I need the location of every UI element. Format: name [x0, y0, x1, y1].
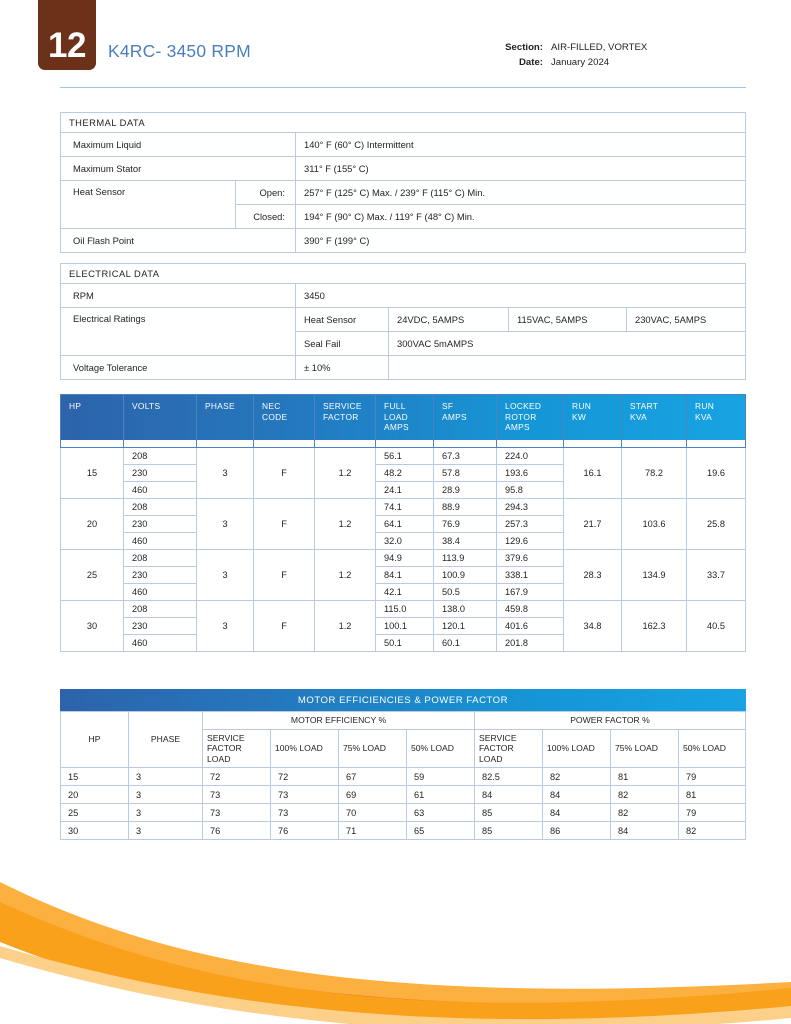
cell-phase: 3 [197, 601, 254, 652]
col-header-run-kw [564, 395, 622, 448]
col-header-start-kva-label: START KVA [630, 401, 659, 422]
cell-phase: 3 [129, 768, 203, 786]
col-header-full-load-amps-label: FULL LOAD AMPS [384, 401, 409, 432]
cell-eff-75-load: 67 [339, 768, 407, 786]
cell-locked-rotor-amps: 459.8 [497, 601, 564, 618]
cell-locked-rotor-amps: 201.8 [497, 635, 564, 652]
pf-sub-header-service-factor-load [475, 729, 543, 768]
cell-pf-service-factor-load: 85 [475, 822, 543, 840]
eff-sub-header-50-load: 50% LOAD [407, 729, 475, 768]
cell-start-kva: 134.9 [622, 550, 687, 601]
cell-full-load-amps: 74.1 [376, 499, 434, 516]
cell-volts: 208 [124, 550, 197, 567]
thermal-label-2: Heat Sensor [61, 181, 236, 229]
cell-sf-amps: 100.9 [434, 567, 497, 584]
thermal-label-0: Maximum Liquid [61, 133, 296, 157]
cell-volts: 208 [124, 448, 197, 465]
col-header-full-load-amps [376, 395, 434, 448]
col-header-sf-amps [434, 395, 497, 448]
col-header-service-factor-label: SERVICE FACTOR [323, 401, 362, 422]
col-header-start-kva [622, 395, 687, 448]
cell-run-kva: 19.6 [687, 448, 746, 499]
cell-hp: 25 [61, 804, 129, 822]
seal-fail-label: Seal Fail [296, 332, 389, 356]
cell-sf-amps: 38.4 [434, 533, 497, 550]
cell-eff-75-load: 70 [339, 804, 407, 822]
cell-pf-75-load: 81 [611, 768, 679, 786]
cell-pf-50-load: 81 [679, 786, 746, 804]
cell-full-load-amps: 56.1 [376, 448, 434, 465]
col-header-phase [197, 395, 254, 448]
cell-hp: 25 [61, 550, 124, 601]
thermal-label-1: Maximum Stator [61, 157, 296, 181]
col-header-sf-amps-label: SF AMPS [442, 401, 467, 422]
cell-eff-service-factor-load: 73 [203, 786, 271, 804]
cell-nec-code: F [254, 448, 315, 499]
voltage-tolerance-blank [389, 356, 746, 380]
motor-efficiencies-table [60, 711, 746, 840]
cell-locked-rotor-amps: 167.9 [497, 584, 564, 601]
cell-start-kva: 162.3 [622, 601, 687, 652]
cell-volts: 208 [124, 499, 197, 516]
motor-efficiencies-section [60, 689, 746, 840]
cell-hp: 15 [61, 768, 129, 786]
cell-service-factor: 1.2 [315, 550, 376, 601]
col-header-volts-label: VOLTS [132, 401, 161, 411]
table-row [61, 181, 746, 205]
cell-phase: 3 [197, 448, 254, 499]
cell-full-load-amps: 32.0 [376, 533, 434, 550]
date-label: Date: [519, 57, 543, 68]
seal-fail-value: 300VAC 5mAMPS [389, 332, 746, 356]
cell-pf-100-load: 84 [543, 804, 611, 822]
cell-service-factor: 1.2 [315, 448, 376, 499]
eff-col-header-hp: HP [61, 712, 129, 768]
electrical-data-table [60, 263, 746, 380]
eff-sub-header-100-load: 100% LOAD [271, 729, 339, 768]
cell-eff-50-load: 65 [407, 822, 475, 840]
table-row [61, 822, 746, 840]
document-meta [495, 40, 647, 70]
thermal-value-3: 194° F (90° C) Max. / 119° F (48° C) Min. [296, 205, 746, 229]
cell-volts: 460 [124, 482, 197, 499]
cell-hp: 30 [61, 822, 129, 840]
table-row [61, 448, 746, 465]
cell-pf-75-load: 82 [611, 804, 679, 822]
cell-pf-100-load: 84 [543, 786, 611, 804]
cell-run-kva: 40.5 [687, 601, 746, 652]
cell-locked-rotor-amps: 257.3 [497, 516, 564, 533]
col-header-service-factor [315, 395, 376, 448]
table-row [61, 133, 746, 157]
thermal-sub-open: Open: [236, 181, 296, 205]
meta-row-date [495, 55, 647, 70]
cell-full-load-amps: 115.0 [376, 601, 434, 618]
cell-phase: 3 [197, 499, 254, 550]
electrical-data-banner [61, 264, 746, 284]
table-row [61, 768, 746, 786]
col-header-run-kva [687, 395, 746, 448]
page-title: K4RC- 3450 RPM [108, 41, 251, 61]
cell-locked-rotor-amps: 294.3 [497, 499, 564, 516]
table-row [61, 356, 746, 380]
heat-sensor-value-24vdc: 24VDC, 5AMPS [389, 308, 509, 332]
eff-sub-header-75-load: 75% LOAD [339, 729, 407, 768]
page-number-text: 12 [48, 26, 86, 65]
cell-volts: 230 [124, 567, 197, 584]
cell-locked-rotor-amps: 129.6 [497, 533, 564, 550]
cell-volts: 460 [124, 584, 197, 601]
heat-sensor-value-230vac: 230VAC, 5AMPS [627, 308, 746, 332]
cell-eff-service-factor-load: 72 [203, 768, 271, 786]
thermal-value-1: 311° F (155° C) [296, 157, 746, 181]
col-header-volts [124, 395, 197, 448]
cell-sf-amps: 67.3 [434, 448, 497, 465]
voltage-tolerance-label: Voltage Tolerance [61, 356, 296, 380]
cell-pf-service-factor-load: 84 [475, 786, 543, 804]
pf-sub-header-75-load: 75% LOAD [611, 729, 679, 768]
cell-eff-100-load: 72 [271, 768, 339, 786]
eff-col-header-phase: PHASE [129, 712, 203, 768]
wave-band-yellow [0, 882, 791, 1011]
cell-pf-75-load: 84 [611, 822, 679, 840]
col-header-hp-label: HP [69, 401, 82, 411]
cell-pf-50-load: 82 [679, 822, 746, 840]
cell-eff-100-load: 76 [271, 822, 339, 840]
eff-sub-header-service-factor-load [203, 729, 271, 768]
efficiency-group-header-row [61, 712, 746, 730]
table-row [61, 601, 746, 618]
col-header-nec-code-label: NEC CODE [262, 401, 288, 422]
cell-full-load-amps: 94.9 [376, 550, 434, 567]
thermal-data-table [60, 112, 746, 253]
eff-group-header-power-factor: POWER FACTOR % [475, 712, 746, 730]
table-row [61, 229, 746, 253]
cell-phase: 3 [197, 550, 254, 601]
cell-full-load-amps: 64.1 [376, 516, 434, 533]
electrical-banner-label: ELECTRICAL DATA [61, 264, 746, 284]
efficiency-banner-label: MOTOR EFFICIENCIES & POWER FACTOR [297, 694, 509, 706]
cell-eff-100-load: 73 [271, 804, 339, 822]
cell-sf-amps: 50.5 [434, 584, 497, 601]
cell-eff-50-load: 61 [407, 786, 475, 804]
pf-sub-header-service-factor-load-label: SERVICE FACTOR LOAD [479, 732, 517, 764]
electrical-data-section [60, 263, 746, 380]
col-header-run-kva-label: RUN KVA [695, 401, 715, 422]
date-value: January 2024 [551, 57, 610, 68]
eff-group-header-motor-efficiency: MOTOR EFFICIENCY % [203, 712, 475, 730]
cell-nec-code: F [254, 550, 315, 601]
col-header-locked-rotor-amps [497, 395, 564, 448]
motor-specifications-table [60, 394, 746, 652]
thermal-data-section [60, 112, 746, 253]
cell-start-kva: 78.2 [622, 448, 687, 499]
cell-run-kva: 33.7 [687, 550, 746, 601]
cell-eff-75-load: 71 [339, 822, 407, 840]
table-row [61, 157, 746, 181]
cell-volts: 460 [124, 533, 197, 550]
cell-phase: 3 [129, 786, 203, 804]
cell-volts: 230 [124, 465, 197, 482]
header-divider [60, 87, 746, 88]
col-header-locked-rotor-amps-label: LOCKED ROTOR AMPS [505, 401, 542, 432]
cell-hp: 30 [61, 601, 124, 652]
cell-pf-service-factor-load: 82.5 [475, 768, 543, 786]
section-value: AIR-FILLED, VORTEX [551, 42, 648, 53]
rpm-value: 3450 [296, 284, 746, 308]
cell-locked-rotor-amps: 401.6 [497, 618, 564, 635]
decorative-wave-graphic [0, 854, 791, 1024]
cell-full-load-amps: 42.1 [376, 584, 434, 601]
cell-run-kw: 16.1 [564, 448, 622, 499]
cell-pf-50-load: 79 [679, 768, 746, 786]
cell-run-kw: 34.8 [564, 601, 622, 652]
table-row [61, 284, 746, 308]
thermal-value-2: 257° F (125° C) Max. / 239° F (115° C) Min. [296, 181, 746, 205]
cell-hp: 15 [61, 448, 124, 499]
cell-pf-100-load: 82 [543, 768, 611, 786]
page-header [0, 0, 791, 92]
electrical-ratings-label: Electrical Ratings [61, 308, 296, 356]
heat-sensor-label: Heat Sensor [296, 308, 389, 332]
cell-eff-100-load: 73 [271, 786, 339, 804]
table-row [61, 786, 746, 804]
cell-phase: 3 [129, 804, 203, 822]
cell-pf-100-load: 86 [543, 822, 611, 840]
cell-sf-amps: 120.1 [434, 618, 497, 635]
efficiency-banner [60, 689, 746, 711]
wave-band-light [0, 946, 791, 1024]
col-header-phase-label: PHASE [205, 401, 235, 411]
thermal-value-4: 390° F (199° C) [296, 229, 746, 253]
motor-specifications-section [60, 394, 746, 652]
table-row [61, 499, 746, 516]
cell-sf-amps: 76.9 [434, 516, 497, 533]
cell-volts: 230 [124, 516, 197, 533]
cell-locked-rotor-amps: 193.6 [497, 465, 564, 482]
table-row [61, 550, 746, 567]
cell-full-load-amps: 48.2 [376, 465, 434, 482]
spec-header-row [61, 395, 746, 448]
wave-band-orange-dark [0, 912, 791, 1018]
cell-full-load-amps: 84.1 [376, 567, 434, 584]
thermal-value-0: 140° F (60° C) Intermittent [296, 133, 746, 157]
cell-full-load-amps: 24.1 [376, 482, 434, 499]
cell-hp: 20 [61, 499, 124, 550]
cell-locked-rotor-amps: 338.1 [497, 567, 564, 584]
cell-volts: 230 [124, 618, 197, 635]
cell-pf-50-load: 79 [679, 804, 746, 822]
cell-locked-rotor-amps: 379.6 [497, 550, 564, 567]
cell-phase: 3 [129, 822, 203, 840]
thermal-data-banner [61, 113, 746, 133]
col-header-nec-code [254, 395, 315, 448]
cell-run-kw: 28.3 [564, 550, 622, 601]
cell-sf-amps: 138.0 [434, 601, 497, 618]
cell-hp: 20 [61, 786, 129, 804]
thermal-banner-label: THERMAL DATA [61, 113, 746, 133]
thermal-sub-closed: Closed: [236, 205, 296, 229]
col-header-run-kw-label: RUN KW [572, 401, 592, 422]
heat-sensor-value-115vac: 115VAC, 5AMPS [509, 308, 627, 332]
cell-eff-service-factor-load: 76 [203, 822, 271, 840]
cell-eff-50-load: 63 [407, 804, 475, 822]
cell-full-load-amps: 100.1 [376, 618, 434, 635]
cell-eff-service-factor-load: 73 [203, 804, 271, 822]
motor-specifications-body [61, 448, 746, 652]
cell-service-factor: 1.2 [315, 601, 376, 652]
cell-sf-amps: 88.9 [434, 499, 497, 516]
cell-sf-amps: 60.1 [434, 635, 497, 652]
motor-efficiencies-body [61, 768, 746, 840]
section-label: Section: [505, 42, 543, 53]
cell-volts: 460 [124, 635, 197, 652]
cell-nec-code: F [254, 499, 315, 550]
cell-pf-service-factor-load: 85 [475, 804, 543, 822]
rpm-label: RPM [61, 284, 296, 308]
cell-sf-amps: 113.9 [434, 550, 497, 567]
cell-locked-rotor-amps: 224.0 [497, 448, 564, 465]
cell-nec-code: F [254, 601, 315, 652]
cell-sf-amps: 28.9 [434, 482, 497, 499]
cell-pf-75-load: 82 [611, 786, 679, 804]
cell-run-kw: 21.7 [564, 499, 622, 550]
cell-locked-rotor-amps: 95.8 [497, 482, 564, 499]
page-number-badge [38, 0, 96, 70]
eff-sub-header-service-factor-load-label: SERVICE FACTOR LOAD [207, 732, 245, 764]
pf-sub-header-50-load: 50% LOAD [679, 729, 746, 768]
col-header-hp [61, 395, 124, 448]
cell-run-kva: 25.8 [687, 499, 746, 550]
voltage-tolerance-value: ± 10% [296, 356, 389, 380]
cell-start-kva: 103.6 [622, 499, 687, 550]
wave-band-orange [0, 902, 791, 1024]
table-row [61, 804, 746, 822]
cell-service-factor: 1.2 [315, 499, 376, 550]
pf-sub-header-100-load: 100% LOAD [543, 729, 611, 768]
thermal-label-4: Oil Flash Point [61, 229, 296, 253]
cell-eff-75-load: 69 [339, 786, 407, 804]
cell-eff-50-load: 59 [407, 768, 475, 786]
table-row [61, 308, 746, 332]
cell-sf-amps: 57.8 [434, 465, 497, 482]
cell-volts: 208 [124, 601, 197, 618]
cell-full-load-amps: 50.1 [376, 635, 434, 652]
meta-row-section [495, 40, 647, 55]
